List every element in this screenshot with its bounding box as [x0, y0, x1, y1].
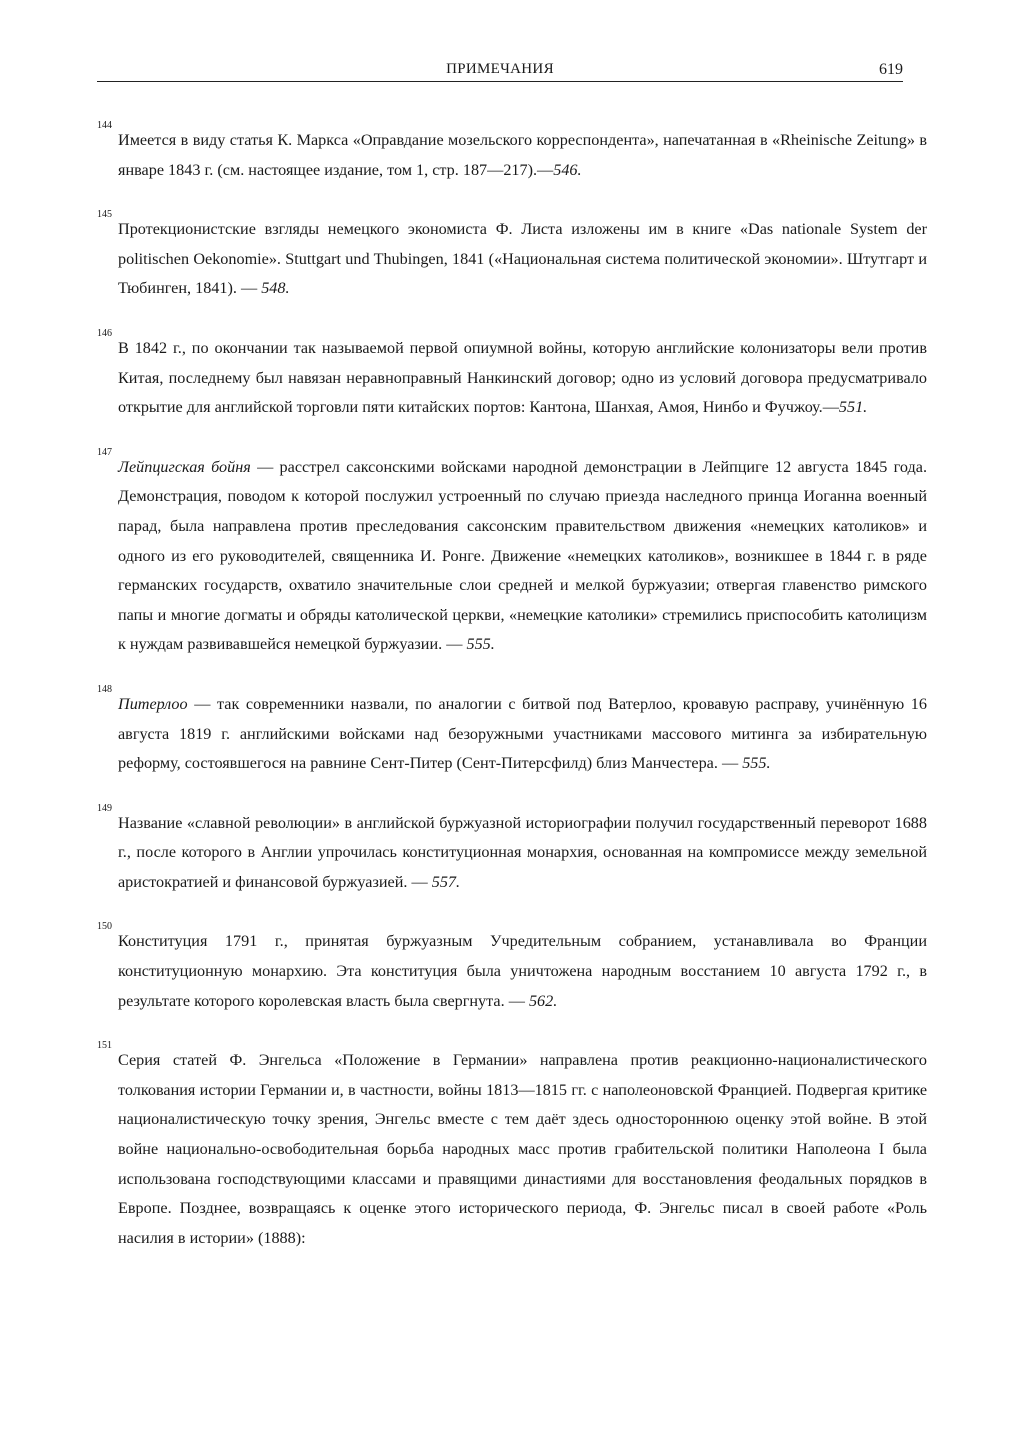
endnote-text: Имеется в виду статья К. Маркса «Оправдание мозельского корреспондента», напечатанная в «Rheinische Zeitung» в январе 1843 г. (см. настоящее издание, том 1, стр. 187—217).—: [118, 131, 927, 179]
endnote-text: Протекционистские взгляды немецкого экономиста Ф. Листа изложены им в книге «Das nationale System der politischen Oekonomie». Stuttgart und Thubingen, 1841 («Национальная система политической экономии». Штутгарт и Тюбинген, 1841). —: [118, 220, 927, 298]
running-header-title: ПРИМЕЧАНИЯ: [446, 61, 554, 77]
endnote-number: 151: [97, 1040, 112, 1052]
endnote-text: — расстрел саксонскими войсками народной демонстрации в Лейпциге 12 августа 1845 года. Демонстрация, поводом к которой послужил устроенный по случаю приезда наследного принца Иоганна военный парад, была направлена против преследования саксонским правительством движения «немецких католиков» и одного из его руководителей, священника И. Ронге. Движение «немецких католиков», возникшее в 1844 г. в ряде германских государств, охватило значительные слои средней и мелкой буржуазии; отвергая главенство римского папы и многие догматы и обряды католической церкви, «немецкие католики» стремились приспособить католицизм к нуждам развивавшейся немецкой буржуазии. —: [118, 457, 927, 654]
endnote-number: 145: [97, 209, 112, 221]
endnote-145: [97, 209, 927, 304]
running-header: [97, 61, 903, 82]
endnote-number: 144: [97, 120, 112, 131]
endnote-number: 147: [97, 446, 112, 458]
endnote-number: 149: [97, 802, 112, 814]
endnote-text: Название «славной революции» в английской буржуазной историографии получил государственный переворот 1688 г., после которого в Англии упрочилась конституционная монархия, основанная на компромиссе между земельной аристократией и финансовой буржуазией. —: [118, 813, 927, 891]
endnote-text: Конституция 1791 г., принятая буржуазным Учредительным собранием, устанавливала во Франции конституционную монархию. Эта конституция была уничтожена народным восстанием 10 августа 1792 г., в результате которого королевская власть была свергнута. —: [118, 932, 927, 1010]
page-reference: 555.: [466, 635, 495, 654]
endnote-144: [97, 120, 927, 185]
page-reference: 546.: [553, 160, 582, 179]
page-reference: 551.: [838, 398, 868, 417]
endnote-number: 146: [97, 327, 112, 339]
endnote-147: [97, 446, 927, 660]
endnotes-list: [97, 120, 927, 1283]
endnote-number: 148: [97, 683, 112, 695]
endnote-146: [97, 327, 927, 423]
endnote-150: [97, 921, 927, 1016]
endnote-149: [97, 802, 927, 898]
endnote-term: Питерлоо: [118, 694, 188, 713]
endnote-151: [97, 1040, 927, 1253]
page-reference: 562.: [528, 991, 558, 1010]
endnote-148: [97, 683, 927, 779]
page-reference: 548.: [261, 279, 290, 298]
page-reference: 557.: [431, 872, 461, 891]
endnote-text: — так современники назвали, по аналогии с битвой под Ватерлоо, кровавую расправу, учинённую 16 августа 1819 г. английскими войсками над безоружными участниками массового митинга за избирательную реформу, состоявшегося на равнине Сент-Питер (Сент-Питерсфилд) близ Манчестера. —: [118, 694, 927, 773]
endnote-term: Лейпцигская бойня: [118, 457, 251, 476]
page-number: 619: [879, 61, 903, 78]
endnote-text: Серия статей Ф. Энгельса «Положение в Германии» направлена против реакционно-националистического толкования истории Германии и, в частности, войны 1813—1815 гг. с наполеоновской Францией. Подвергая критике националистическую точку зрения, Энгельс вместе с тем даёт здесь одностороннюю оценку этой войне. В этой войне национально-освободительная борьба народных масс против грабительской политики Наполеона I была использована господствующими классами и правящими династиями для восстановления феодальных порядков в Европе. Позднее, возвращаясь к оценке этого исторического периода, Ф. Энгельс писал в своей работе «Роль насилия в истории» (1888):: [118, 1051, 927, 1247]
page-reference: 555.: [742, 754, 771, 773]
endnote-text: В 1842 г., по окончании так называемой первой опиумной войны, которую английские колонизаторы вели против Китая, последнему был навязан неравноправный Нанкинский договор; одно из условий договора предусматривало открытие для английской торговли пяти китайских портов: Кантона, Шанхая, Амоя, Нинбо и Фучжоу.—: [118, 338, 927, 417]
endnote-number: 150: [97, 921, 112, 933]
